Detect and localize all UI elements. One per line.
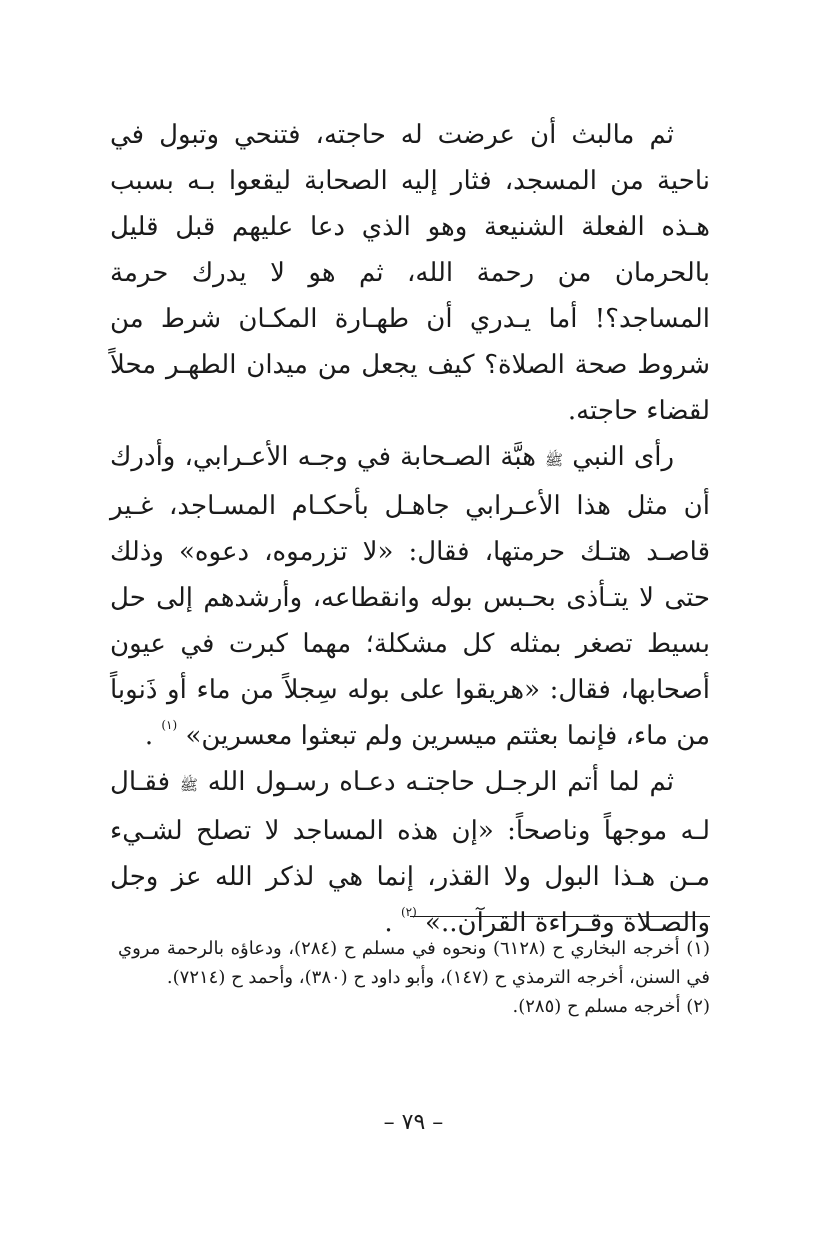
paragraph-2 [110, 434, 710, 759]
pbuh-glyph: ﷺ [545, 451, 564, 469]
footnote-ref-2: (٢) [400, 905, 417, 919]
paragraph-2-end: . [144, 721, 154, 751]
footnote-2: (٢) أخرجه مسلم ح (٢٨٥). [512, 996, 710, 1017]
paragraph-3-text-a: ثم لما أتم الرجـل حاجتـه دعـاه رسـول الله [207, 767, 675, 797]
page-number: – ٧٩ – [383, 1110, 444, 1135]
footnote-divider [410, 916, 710, 917]
footnote-ref-1: (١) [161, 718, 178, 732]
main-text [110, 112, 710, 946]
paragraph-3-end: . [384, 908, 393, 938]
footnote-1: (١) أخرجه البخاري ح (٦١٢٨) ونحوه في مسلم ح (٢٨٤)، ودعاؤه بالرحمة مروي في السنن، أخرجه الترمذي ح (١٤٧)، وأبو داود ح (٣٨٠)، وأحمد ح (٧٢١٤). [118, 938, 710, 988]
pbuh-glyph: ﷺ [179, 776, 198, 794]
paragraph-2-text-b: هبَّة الصـحابة في وجـه الأعـرابي، وأدرك أن مثل هذا الأعـرابي جاهـل بأحكـام المسـاجد، غـير قاصـد هتـك حرمتها، فقال: «لا تزرموه، دعوه» وذلك حتى لا يتـأذى بحـبس بوله وانقطاعه، وأرشدهم إلى حل بسيط تصغر بمثله كل مشكلة؛ مهما كبرت في عيون أصحابها، فقال: «هريقوا على بوله سِجلاً من ماء أو ذَنوباً من ماء، فإنما بعثتم ميسرين ولم تبعثوا معسرين» [110, 442, 710, 751]
footnotes [118, 934, 710, 1021]
paragraph-2-text-a: رأى النبي [572, 442, 674, 472]
paragraph-1-text: ثم مالبث أن عرضت له حاجته، فتنحي وتبول في ناحية من المسجد، فثار إليه الصحابة ليقعوا بـه بسبب هـذه الفعلة الشنيعة وهو الذي دعا عليهم قبل قليل بالحرمان من رحمة الله، ثم هو لا يدرك حرمة المساجد؟! أما يـدري أن طهـارة المكـان شرط من شروط صحة الصلاة؟ كيف يجعل من ميدان الطهـر محلاً لقضاء حاجته. [110, 120, 710, 426]
paragraph-3 [110, 759, 710, 946]
paragraph-1 [110, 112, 710, 434]
paragraph-3-text-b: فقـال لـه موجهاً وناصحاً: «إن هذه المساجد لا تصلح لشـيء مـن هـذا البول ولا القذر، إنما هي لذكر الله عز وجل والصـلاة وقـراءة القرآن..» [110, 767, 710, 938]
